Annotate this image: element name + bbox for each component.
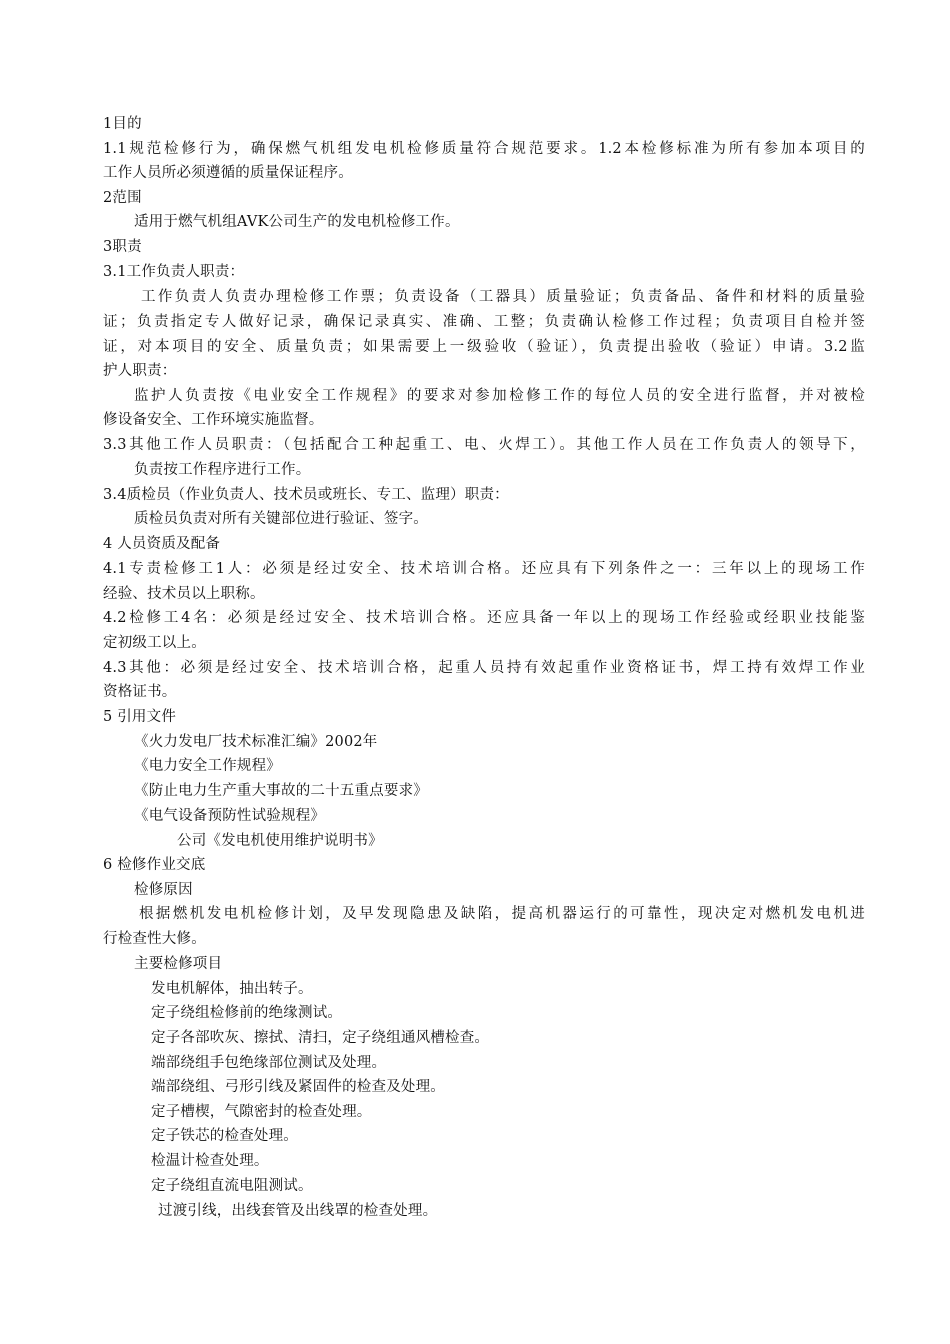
reference-item: 《火力发电厂技术标准汇编》2002年 bbox=[134, 734, 378, 750]
list-item: 过渡引线，出线套管及出线罩的检查处理。 bbox=[158, 1203, 438, 1219]
subheading: 检修原因 bbox=[134, 882, 193, 898]
list-item: 定子绕组直流电阻测试。 bbox=[151, 1178, 313, 1194]
paragraph-line: 3.3其他工作人员职责：（包括配合工种起重工、电、火焊工）。其他工作人员在工作负责人的领导下， bbox=[103, 437, 865, 453]
paragraph-line: 4.2检修工4名：必须是经过安全、技术培训合格。还应具备一年以上的现场工作经验或经职业技能鉴 bbox=[103, 610, 865, 626]
heading-purpose: 1目的 bbox=[103, 116, 142, 132]
paragraph-line: 证，对本项目的安全、质量负责；如果需要上一级验收（验证），负责提出验收（验证）申请。3.2监 bbox=[103, 339, 865, 355]
reference-item: 公司《发电机使用维护说明书》 bbox=[177, 833, 383, 849]
heading-personnel: 4 人员资质及配备 bbox=[103, 536, 221, 552]
heading-responsibilities: 3职责 bbox=[103, 239, 142, 255]
list-item: 定子铁芯的检查处理。 bbox=[151, 1128, 298, 1144]
paragraph-line: 定初级工以上。 bbox=[103, 635, 206, 651]
subheading: 主要检修项目 bbox=[134, 956, 223, 972]
list-item: 发电机解体，抽出转子。 bbox=[151, 981, 313, 997]
list-item: 定子槽楔，气隙密封的检查处理。 bbox=[151, 1104, 372, 1120]
subheading: 3.1工作负责人职责： bbox=[103, 264, 245, 280]
paragraph-line: 行检查性大修。 bbox=[103, 931, 206, 947]
list-item: 定子各部吹灰、擦拭、清扫，定子绕组通风槽检查。 bbox=[151, 1030, 490, 1046]
paragraph-line: 4.1专责检修工1人：必须是经过安全、技术培训合格。还应具有下列条件之一：三年以上的现场工作 bbox=[103, 561, 865, 577]
list-item: 检温计检查处理。 bbox=[151, 1153, 269, 1169]
list-item: 端部绕组、弓形引线及紧固件的检查及处理。 bbox=[151, 1079, 445, 1095]
paragraph-line: 工作人员所必须遵循的质量保证程序。 bbox=[103, 165, 353, 181]
paragraph-line: 护人职责： bbox=[103, 363, 177, 379]
heading-briefing: 6 检修作业交底 bbox=[103, 857, 206, 873]
paragraph-line: 监护人负责按《电业安全工作规程》的要求对参加检修工作的每位人员的安全进行监督，并对被检 bbox=[134, 388, 865, 404]
paragraph-line: 工作负责人负责办理检修工作票；负责设备（工器具）质量验证；负责备品、备件和材料的质量验 bbox=[141, 289, 865, 305]
paragraph-line: 4.3其他：必须是经过安全、技术培训合格，起重人员持有效起重作业资格证书，焊工持有效焊工作业 bbox=[103, 660, 865, 676]
list-item: 端部绕组手包绝缘部位测试及处理。 bbox=[151, 1055, 387, 1071]
heading-scope: 2范围 bbox=[103, 190, 142, 206]
paragraph-line: 经验、技术员以上职称。 bbox=[103, 586, 265, 602]
paragraph-line: 1.1规范检修行为，确保燃气机组发电机检修质量符合规范要求。1.2本检修标准为所有参加本项目的 bbox=[103, 141, 865, 157]
paragraph-line: 负责按工作程序进行工作。 bbox=[134, 462, 311, 478]
reference-item: 《电力安全工作规程》 bbox=[134, 758, 281, 774]
subheading: 3.4质检员（作业负责人、技术员或班长、专工、监理）职责： bbox=[103, 487, 509, 503]
paragraph-line: 根据燃机发电机检修计划，及早发现隐患及缺陷，提高机器运行的可靠性，现决定对燃机发电机进 bbox=[139, 906, 865, 922]
paragraph-line: 质检员负责对所有关键部位进行验证、签字。 bbox=[134, 511, 428, 527]
list-item: 定子绕组检修前的绝缘测试。 bbox=[151, 1005, 343, 1021]
paragraph-line: 证；负责指定专人做好记录，确保记录真实、准确、工整；负责确认检修工作过程；负责项目自检并签 bbox=[103, 314, 865, 330]
reference-item: 《电气设备预防性试验规程》 bbox=[134, 808, 326, 824]
paragraph-line: 资格证书。 bbox=[103, 684, 177, 700]
heading-references: 5 引用文件 bbox=[103, 709, 177, 725]
paragraph-line: 修设备安全、工作环境实施监督。 bbox=[103, 412, 324, 428]
reference-item: 《防止电力生产重大事故的二十五重点要求》 bbox=[134, 783, 428, 799]
paragraph-line: 适用于燃气机组AVK公司生产的发电机检修工作。 bbox=[134, 214, 460, 230]
